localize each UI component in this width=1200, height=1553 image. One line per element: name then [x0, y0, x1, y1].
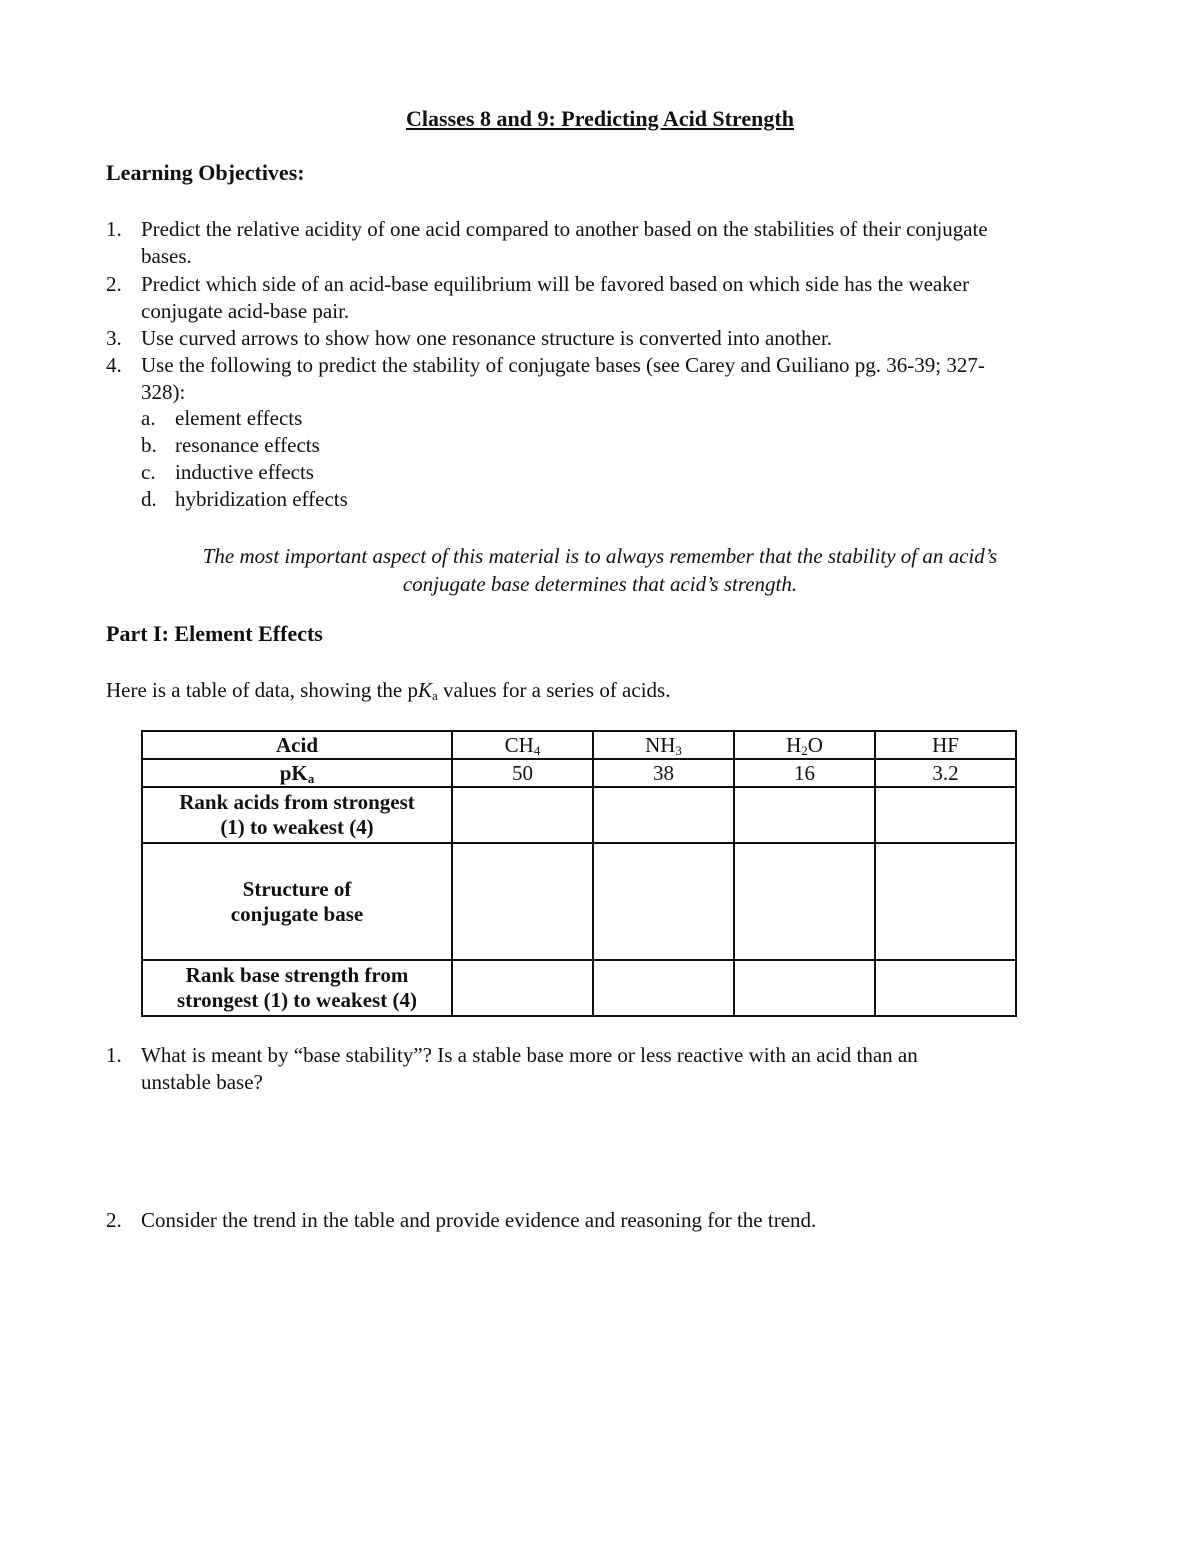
sub-item-letter: a.	[141, 406, 156, 430]
page-title: Classes 8 and 9: Predicting Acid Strength	[406, 106, 794, 131]
answer-cell[interactable]	[593, 843, 734, 960]
sub-item-letter: b.	[141, 433, 157, 457]
objective-text-line2: conjugate acid-base pair.	[141, 299, 350, 323]
acid-cell: $NH_3$	[593, 731, 734, 759]
objective-text-line1: Predict which side of an acid-base equilibrium will be favored based on which side has the weaker	[141, 272, 970, 296]
rank-acids-header-cell: Rank acids from strongest (1) to weakest (4)	[142, 787, 452, 843]
answer-cell[interactable]	[734, 843, 875, 960]
objective-number: 3.	[106, 326, 122, 350]
sub-item-text: hybridization effects	[175, 487, 348, 511]
pka-value-cell: 50	[452, 759, 593, 787]
sub-item-text: resonance effects	[175, 433, 320, 457]
acid-header-cell: Acid	[142, 731, 452, 759]
sub-item	[0, 405, 600, 432]
table-intro: Here is a table of data, showing the $pK_a$ values for a series of acids.	[106, 678, 671, 703]
objective-text-line1: Use the following to predict the stability of conjugate bases (see Carey and Guiliano pg. 36-39; 327-	[141, 353, 985, 377]
question-number: 2.	[106, 1208, 122, 1232]
answer-cell[interactable]	[593, 960, 734, 1016]
objective-text-line1: Use curved arrows to show how one resonance structure is converted into another.	[141, 326, 833, 350]
question-item	[0, 1042, 1200, 1096]
objective-text-line2: bases.	[141, 244, 192, 268]
answer-cell[interactable]	[452, 960, 593, 1016]
question-text-line1: Consider the trend in the table and provide evidence and reasoning for the trend.	[141, 1208, 817, 1232]
pka-value-cell: 16	[734, 759, 875, 787]
objective-item	[0, 216, 1200, 270]
table-row	[142, 731, 1016, 759]
question-text-line1: What is meant by “base stability”? Is a stable base more or less reactive with an acid than an	[141, 1043, 918, 1067]
objective-item	[0, 271, 1200, 325]
pka-value-cell: 3.2	[875, 759, 1016, 787]
emphasis-statement	[100, 542, 1100, 598]
sub-item-text: element effects	[175, 406, 303, 430]
objectives-heading: Learning Objectives:	[106, 160, 305, 185]
answer-cell[interactable]	[875, 787, 1016, 843]
acid-cell: $H_2O$	[734, 731, 875, 759]
question-text-line2: unstable base?	[141, 1070, 263, 1094]
answer-cell[interactable]	[734, 787, 875, 843]
sub-item-letter: c.	[141, 460, 156, 484]
rank-base-header-cell: Rank base strength from strongest (1) to weakest (4)	[142, 960, 452, 1016]
answer-cell[interactable]	[734, 960, 875, 1016]
emphasis-line1: The most important aspect of this material is to always remember that the stability of an acid’s	[202, 544, 998, 568]
question-item	[0, 1207, 1200, 1234]
answer-cell[interactable]	[452, 843, 593, 960]
objective-item	[0, 352, 1200, 406]
answer-cell[interactable]	[452, 787, 593, 843]
answer-cell[interactable]	[875, 843, 1016, 960]
sub-item-letter: d.	[141, 487, 157, 511]
objective-text-line2: 328):	[141, 380, 186, 404]
answer-cell[interactable]	[875, 960, 1016, 1016]
acid-cell: $CH_4$	[452, 731, 593, 759]
objective-number: 2.	[106, 272, 122, 296]
objective-number: 4.	[106, 353, 122, 377]
pka-header-cell: $pK_a$	[142, 759, 452, 787]
table-row	[142, 759, 1016, 787]
objective-number: 1.	[106, 217, 122, 241]
sub-item	[0, 486, 600, 513]
structure-header-cell: Structure of conjugate base	[142, 843, 452, 960]
sub-item	[0, 432, 600, 459]
objective-text-line1: Predict the relative acidity of one acid compared to another based on the stabilities of their conjugate	[141, 217, 988, 241]
part1-heading: Part I: Element Effects	[106, 621, 323, 646]
table-row	[142, 843, 1016, 960]
question-number: 1.	[106, 1043, 122, 1067]
acid-cell: HF	[875, 731, 1016, 759]
table-row	[142, 787, 1016, 843]
pka-table	[141, 730, 1017, 1017]
sub-item	[0, 459, 600, 486]
table-row	[142, 960, 1016, 1016]
pka-value-cell: 38	[593, 759, 734, 787]
objective-item	[0, 325, 1200, 352]
emphasis-line2: conjugate base determines that acid’s strength.	[402, 572, 798, 596]
sub-item-text: inductive effects	[175, 460, 314, 484]
answer-cell[interactable]	[593, 787, 734, 843]
